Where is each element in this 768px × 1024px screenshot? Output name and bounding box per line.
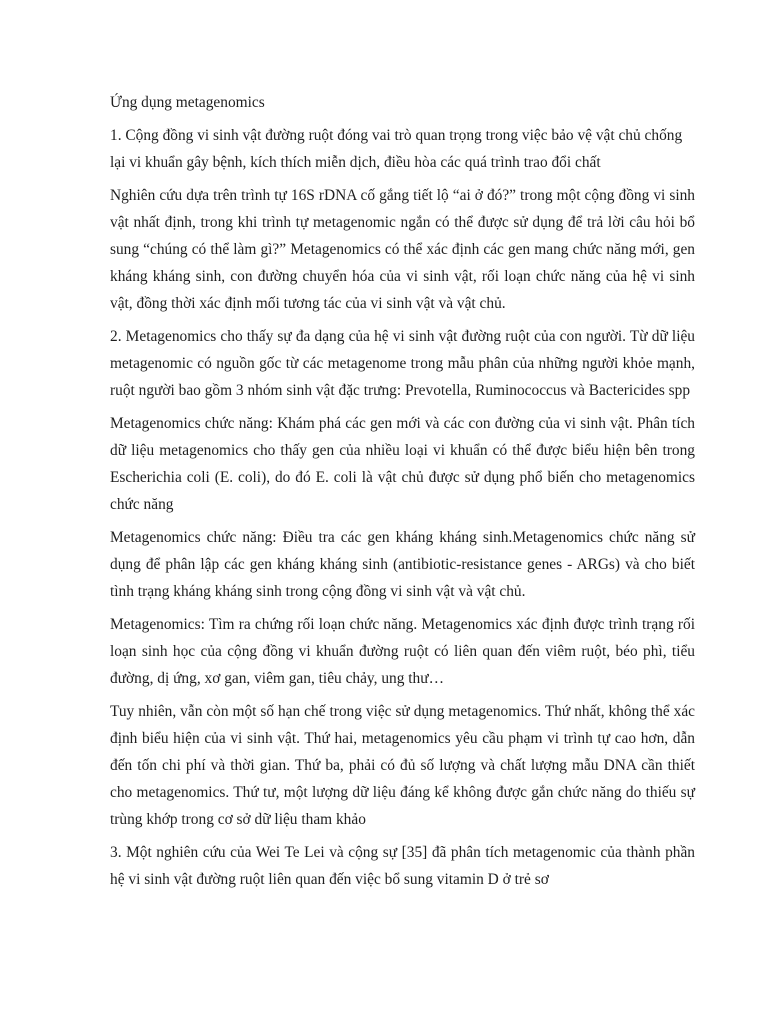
paragraph-gut-microbiota-role: 1. Cộng đồng vi sinh vật đường ruột đóng vai trò quan trọng trong việc bảo vệ vật chủ chống lại vi khuẩn gây bệnh, kích thích miễn dịch, điều hòa các quá trình trao đổi chất <box>110 127 683 171</box>
paragraph-dysfunction: Metagenomics: Tìm ra chứng rối loạn chức năng. Metagenomics xác định được trình trạng rối loạn sinh học của cộng đồng vi khuẩn đường ruột có liên quan đến viêm ruột, béo phì, tiểu đường, dị ứng, xơ gan, viêm gan, tiêu chảy, ung thư… <box>110 616 695 687</box>
document-heading: Ứng dụng metagenomics <box>110 94 265 111</box>
paragraph-functional-new-genes: Metagenomics chức năng: Khám phá các gen mới và các con đường của vi sinh vật. Phân tích dữ liệu metagenomics cho thấy gen của nhiều loại vi khuẩn có thể được biểu hiện bên trong Escherichia coli (E. coli), do đó E. coli là vật chủ được sử dụng phổ biến cho metagenomics chức năng <box>110 415 695 513</box>
paragraph-vitamin-d-study: 3. Một nghiên cứu của Wei Te Lei và cộng sự [35] đã phân tích metagenomic của thành phần hệ vi sinh vật đường ruột liên quan đến việc bổ sung vitamin D ở trẻ sơ <box>110 844 695 888</box>
paragraph-limitations: Tuy nhiên, vẫn còn một số hạn chế trong việc sử dụng metagenomics. Thứ nhất, không thể xác định biểu hiện của vi sinh vật. Thứ hai, metagenomics yêu cầu phạm vi trình tự cao hơn, dẫn đến tốn chi phí và thời gian. Thứ ba, phải có đủ số lượng và chất lượng mẫu DNA cần thiết cho metagenomics. Thứ tư, một lượng dữ liệu đáng kể không được gắn chức năng do thiếu sự trùng khớp trong cơ sở dữ liệu tham khảo <box>110 703 695 828</box>
paragraph-functional-antibiotic-resistance: Metagenomics chức năng: Điều tra các gen kháng kháng sinh.Metagenomics chức năng sử dụng để phân lập các gen kháng kháng sinh (antibiotic-resistance genes - ARGs) và cho biết tình trạng kháng kháng sinh trong cộng đồng vi sinh vật và vật chủ. <box>110 529 695 600</box>
paragraph-16s-vs-metagenomic: Nghiên cứu dựa trên trình tự 16S rDNA cố gắng tiết lộ “ai ở đó?” trong một cộng đồng vi sinh vật nhất định, trong khi trình tự metagenomic ngắn có thể được sử dụng để trả lời câu hỏi bổ sung “chúng có thể làm gì?” Metagenomics có thể xác định các gen mang chức năng mới, gen kháng kháng sinh, con đường chuyển hóa của vi sinh vật, rối loạn chức năng của hệ vi sinh vật, đồng thời xác định mối tương tác của vi sinh vật và vật chủ. <box>110 187 695 312</box>
document-body <box>110 89 695 899</box>
paragraph-gut-diversity: 2. Metagenomics cho thấy sự đa dạng của hệ vi sinh vật đường ruột của con người. Từ dữ liệu metagenomic có nguồn gốc từ các metagenome trong mẫu phân của những người khỏe mạnh, ruột người bao gồm 3 nhóm sinh vật đặc trưng: Prevotella, Ruminococcus và Bactericides spp <box>110 328 695 399</box>
